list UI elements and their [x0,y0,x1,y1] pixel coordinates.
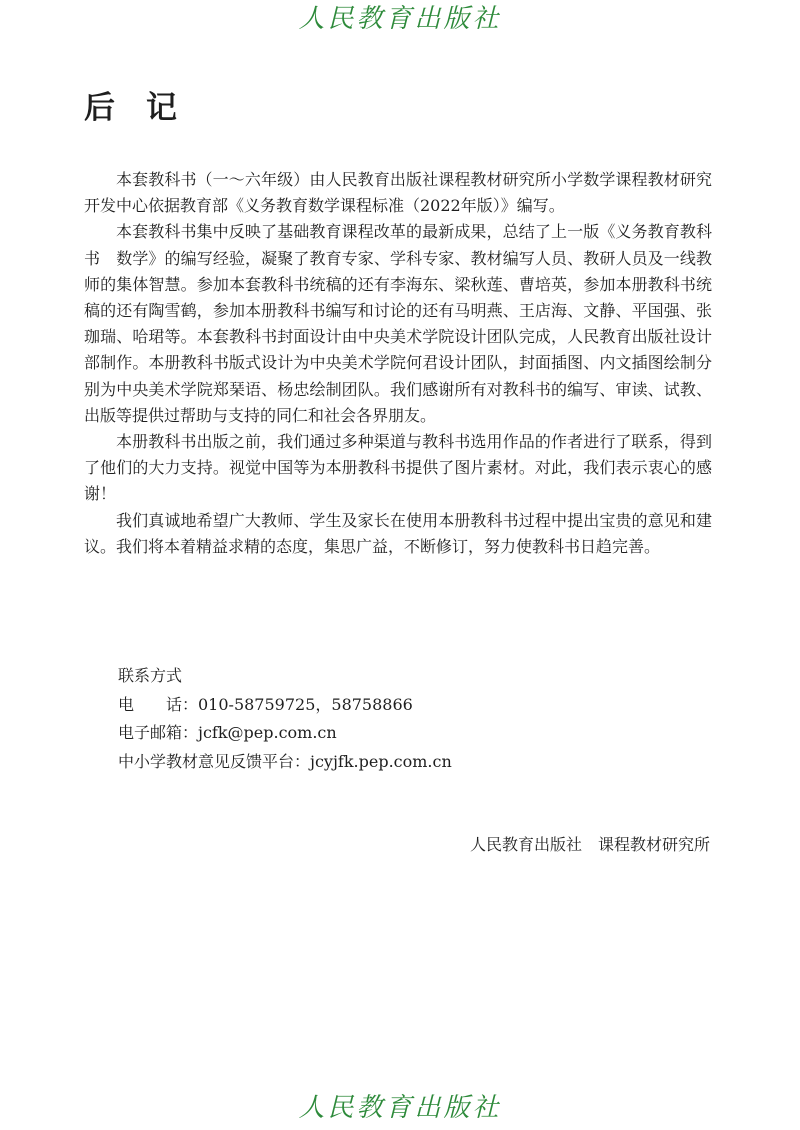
paragraph-2: 本套教科书集中反映了基础教育课程改革的最新成果，总结了上一版《义务教育教科书 数学》的编写经验，凝聚了教育专家、学科专家、教材编写人员、教研人员及一线教师的集体智慧。参加本套教科书统稿的还有李海东、梁秋莲、曹培英，参加本册教科书统稿的还有陶雪鹤，参加本册教科书编写和讨论的还有马明燕、王店海、文静、平国强、张珈瑞、哈珺等。本套教科书封面设计由中央美术学院设计团队完成，人民教育出版社设计部制作。本册教科书版式设计为中央美术学院何君设计团队，封面插图、内文插图绘制分别为中央美术学院郑琹语、杨忠绘制团队。我们感谢所有对教科书的编写、审读、试教、出版等提供过帮助与支持的同仁和社会各界朋友。 [84,222,712,425]
paragraph-4: 我们真诚地希望广大教师、学生及家长在使用本册教科书过程中提出宝贵的意见和建议。我们将本着精益求精的态度，集思广益，不断修订，努力使教科书日趋完善。 [84,510,712,556]
signature: 人民教育出版社 课程教材研究所 [469,835,710,854]
publisher-logo-top: 人民教育出版社 [298,4,502,34]
contact-phone: 电 话：010-58759725，58758866 [118,694,413,714]
afterword-body [84,167,712,560]
contact-email[interactable]: 电子邮箱：jcfk@pep.com.cn [118,723,337,742]
page-title: 后 记 [84,90,177,126]
paragraph-1: 本套教科书（一～六年级）由人民教育出版社课程教材研究所小学数学课程教材研究开发中心依据教育部《义务教育数学课程标准（2022年版）》编写。 [84,170,712,216]
contact-heading: 联系方式 [118,666,183,685]
paragraph-3: 本册教科书出版之前，我们通过多种渠道与教科书选用作品的作者进行了联系，得到了他们的大力支持。视觉中国等为本册教科书提供了图片素材。对此，我们表示衷心的感谢！ [84,432,712,504]
contact-section [118,662,678,776]
publisher-logo-bottom: 人民教育出版社 [298,1093,502,1123]
contact-feedback-platform[interactable]: 中小学教材意见反馈平台：jcyjfk.pep.com.cn [118,751,452,771]
